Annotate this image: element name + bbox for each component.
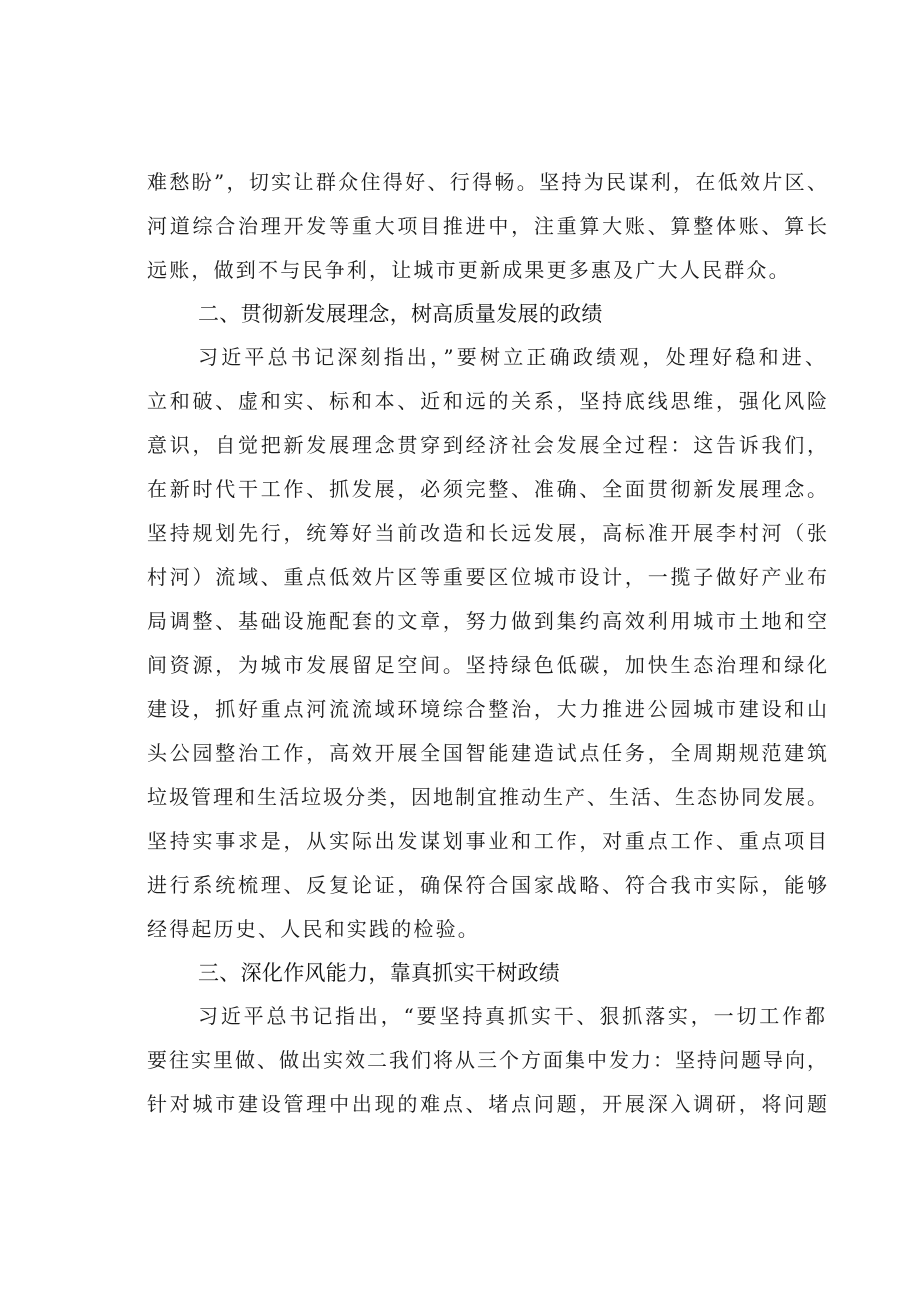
paragraph-line: 间资源，为城市发展留足空间。坚持绿色低碳，加快生态治理和绿化	[147, 653, 827, 677]
section-heading-3: 三、深化作风能力，靠真抓实干树政绩	[198, 961, 561, 985]
paragraph-line: 难愁盼”，切实让群众住得好、行得畅。坚持为民谋利，在低效片区、	[147, 170, 827, 194]
paragraph-line: 局调整、基础设施配套的文章，努力做到集约高效利用城市土地和空	[147, 609, 827, 633]
paragraph-line: 立和破、虚和实、标和本、近和远的关系，坚持底线思维，强化风险	[147, 389, 827, 413]
paragraph-line: 河道综合治理开发等重大项目推进中，注重算大账、算整体账、算长	[147, 214, 827, 238]
paragraph-line: 习近平总书记指出，“要坚持真抓实干、狠抓落实，一切工作都	[198, 1004, 825, 1028]
paragraph-line: 经得起历史、人民和实践的检验。	[147, 917, 480, 941]
paragraph-line: 坚持实事求是，从实际出发谋划事业和工作，对重点工作、重点项目	[147, 829, 827, 853]
paragraph-line: 要往实里做、做出实效二我们将从三个方面集中发力：坚持问题导向，	[147, 1048, 827, 1072]
paragraph-line: 建设，抓好重点河流流域环境综合整治，大力推进公园城市建设和山	[147, 697, 827, 721]
paragraph-line: 在新时代干工作、抓发展，必须完整、准确、全面贯彻新发展理念。	[147, 477, 827, 501]
paragraph-line: 针对城市建设管理中出现的难点、堵点问题，开展深入调研，将问题	[147, 1092, 827, 1116]
paragraph-line: 头公园整治工作，高效开展全国智能建造试点任务，全周期规范建筑	[147, 741, 827, 765]
paragraph-line: 远账，做到不与民争利，让城市更新成果更多惠及广大人民群众。	[147, 258, 791, 282]
section-heading-2: 二、贯彻新发展理念，树高质量发展的政绩	[198, 302, 603, 326]
paragraph-line: 习近平总书记深刻指出，”要树立正确政绩观，处理好稳和进、	[198, 345, 825, 369]
paragraph-line: 村河）流域、重点低效片区等重要区位城市设计，一揽子做好产业布	[147, 565, 827, 589]
paragraph-line: 进行系统梳理、反复论证，确保符合国家战略、符合我市实际，能够	[147, 873, 827, 897]
paragraph-line: 坚持规划先行，统筹好当前改造和长远发展，高标准开展李村河（张	[147, 521, 827, 545]
paragraph-line: 意识，自觉把新发展理念贯穿到经济社会发展全过程：这告诉我们，	[147, 433, 827, 457]
paragraph-line: 垃圾管理和生活垃圾分类，因地制宜推动生产、生活、生态协同发展。	[147, 785, 827, 809]
